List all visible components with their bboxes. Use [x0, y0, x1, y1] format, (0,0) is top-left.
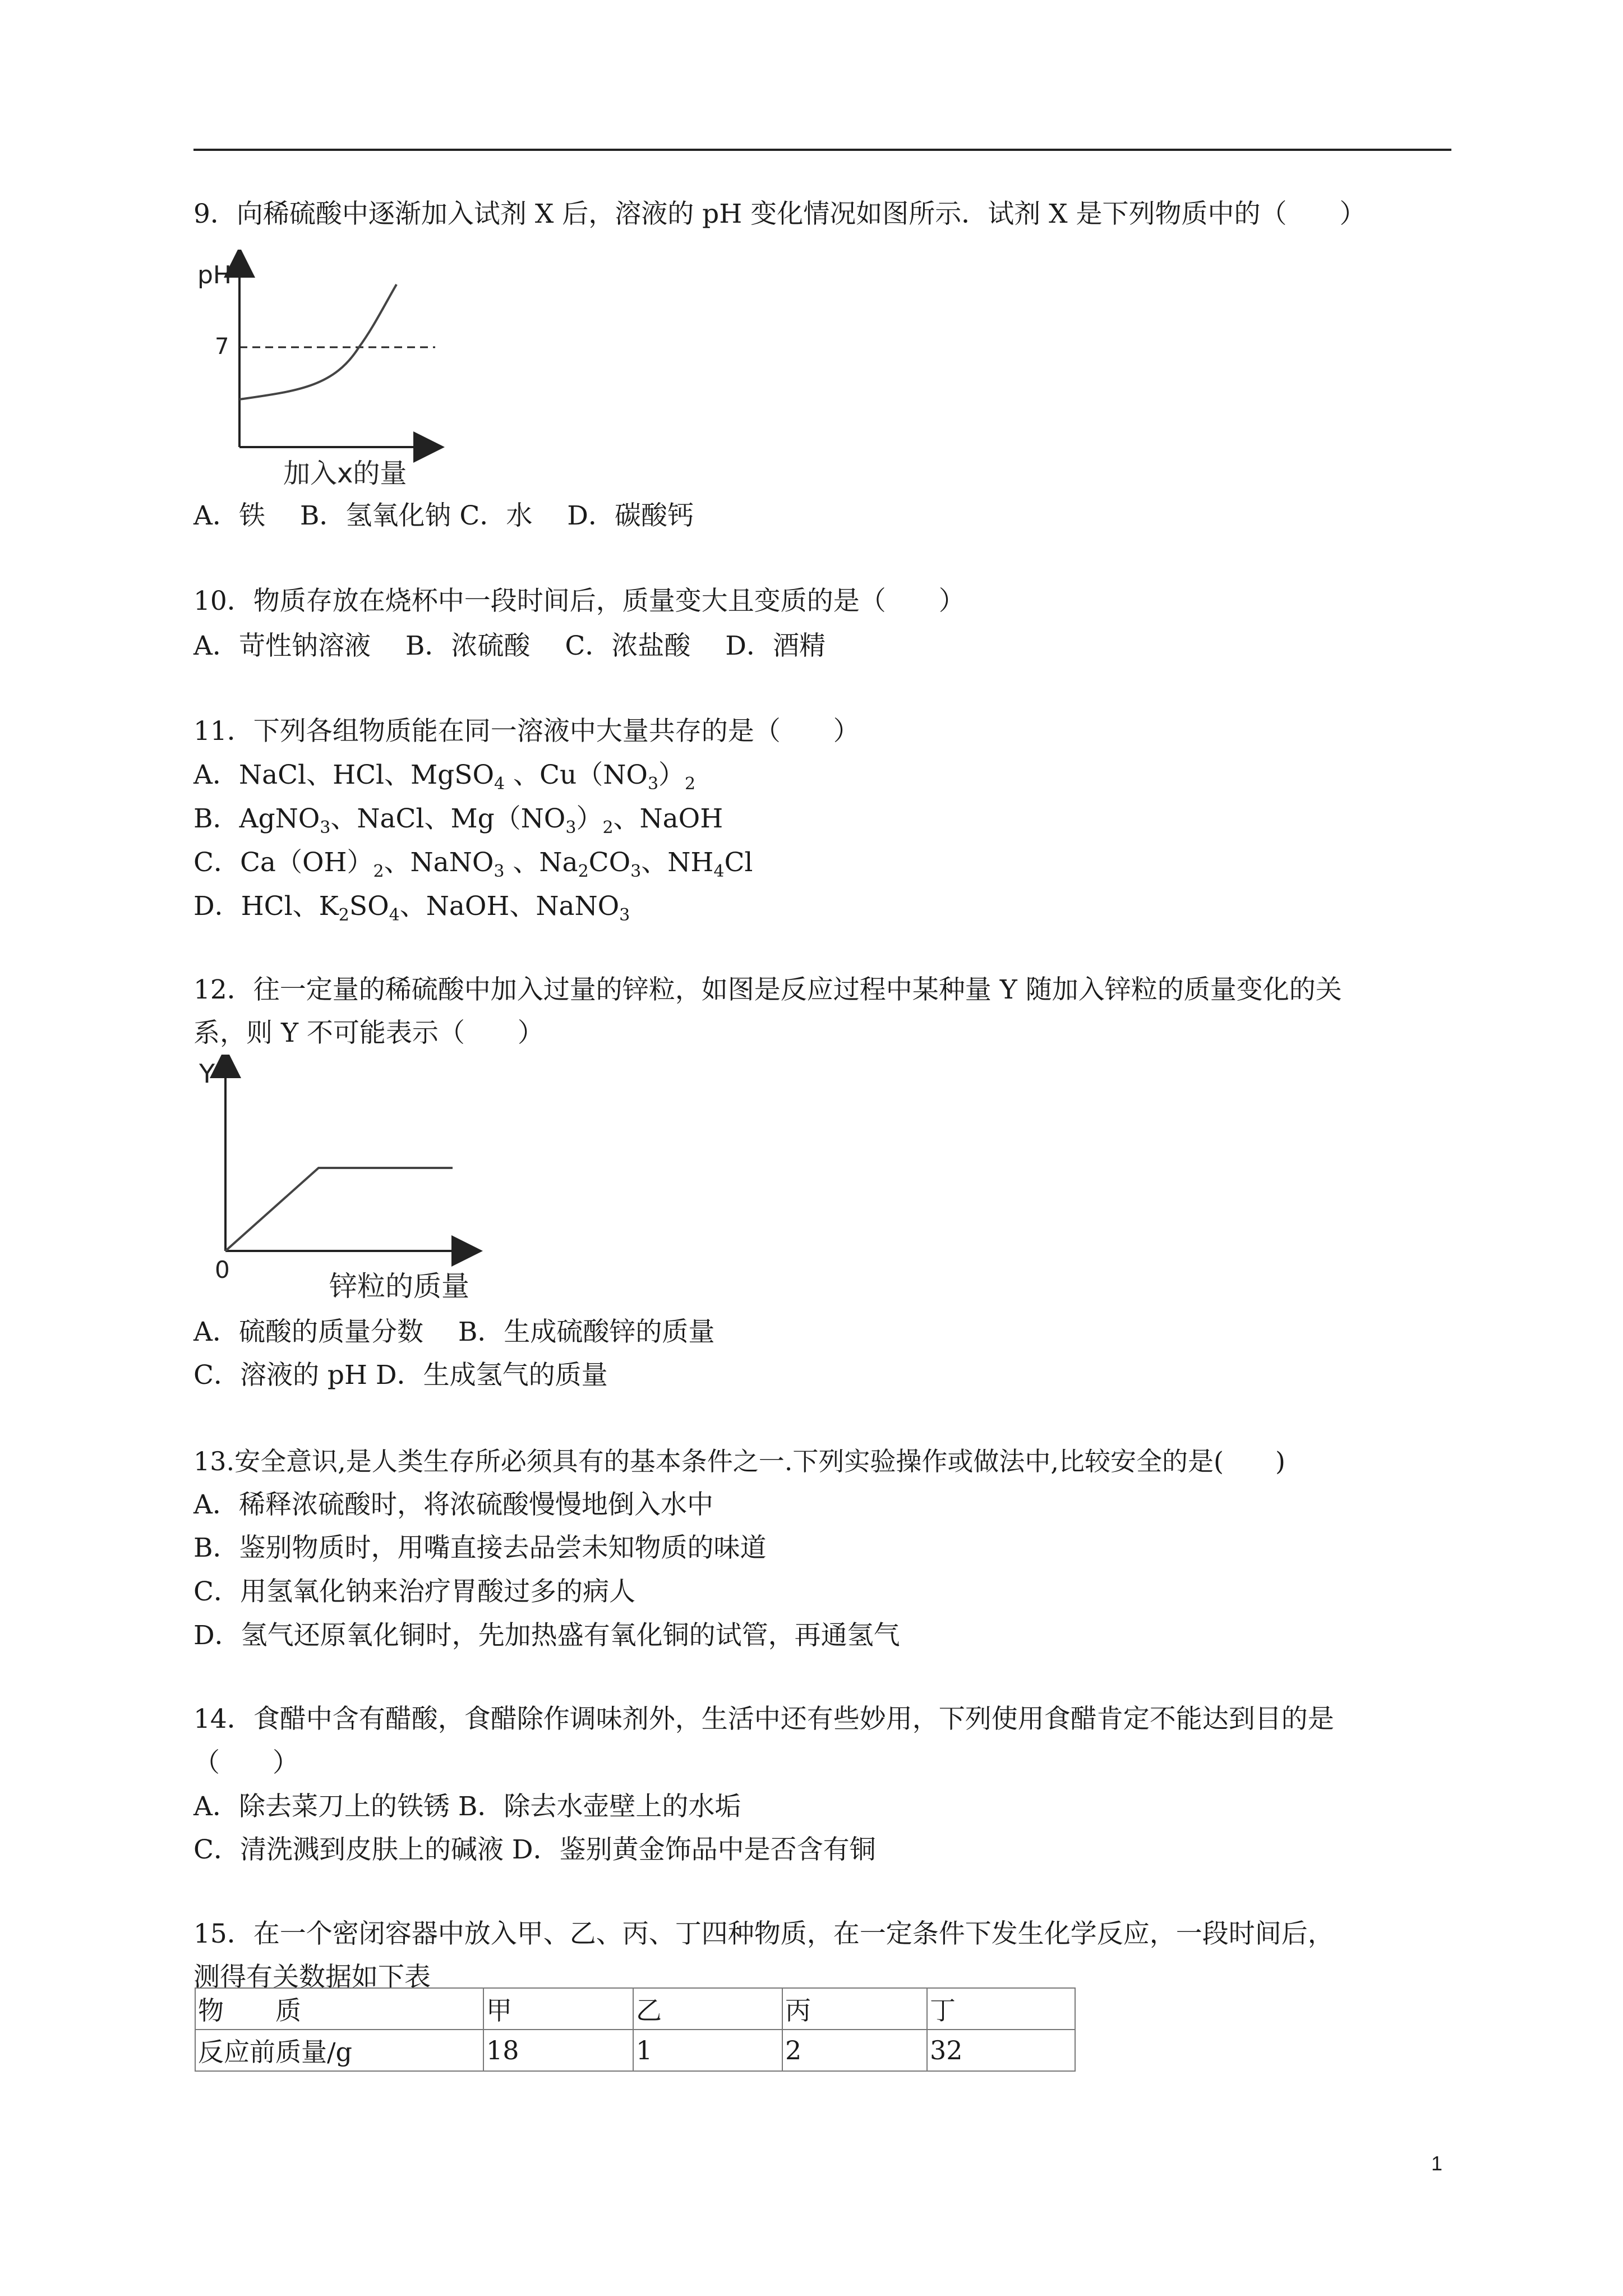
q12-x-axis-label: 锌粒的质量 [329, 1270, 469, 1303]
q14-stem-line1: 14．食醋中含有醋酸，食醋除作调味剂外，生活中还有些妙用，下列使用食醋肯定不能达到目的是 [193, 1704, 1334, 1734]
q10-stem: 10．物质存放在烧杯中一段时间后，质量变大且变质的是（ ） [193, 586, 965, 616]
q9-ph-graph [191, 250, 449, 491]
page-number: 1 [1431, 2152, 1443, 2175]
table-cell: 1 [633, 2030, 782, 2071]
table-cell: 物 质 [195, 1988, 483, 2030]
q15-stem-line2: 测得有关数据如下表 [193, 1962, 431, 1993]
table-cell: 32 [927, 2030, 1075, 2071]
q15-stem-line1: 15．在一个密闭容器中放入甲、乙、丙、丁四种物质，在一定条件下发生化学反应，一段时间后， [193, 1918, 1334, 1949]
q12-y-curve [225, 1168, 453, 1251]
table-cell: 2 [782, 2030, 927, 2071]
q12-stem-line2: 系，则 Y 不可能表示（ ） [193, 1018, 544, 1048]
table-cell: 反应前质量/g [195, 2030, 483, 2071]
q15-data-table [195, 1987, 1076, 2072]
q9-ph-curve [239, 284, 396, 399]
q11-option-c: C．$Ca(OH)_2$、NaNO$_3$ 、$Na_2CO_3$、$NH_4Cl$ [193, 847, 753, 881]
q12-stem-line1: 12．往一定量的稀硫酸中加入过量的锌粒，如图是反应过程中某种量 Y 随加入锌粒的质量变化的关 [193, 974, 1342, 1005]
q9-x-axis-label: 加入x的量 [283, 458, 407, 489]
q13-option-d: D．氢气还原氧化铜时，先加热盛有氧化铜的试管，再通氢气 [193, 1620, 900, 1651]
q11-option-b: B．AgNO$_3$、NaCl、$Mg(NO_3)_2$、NaOH [193, 803, 723, 838]
table-cell: 18 [483, 2030, 633, 2071]
q12-y-axis-label: Y [199, 1059, 215, 1089]
q13-option-b: B．鉴别物质时，用嘴直接去品尝未知物质的味道 [193, 1533, 767, 1563]
q11-option-a: A．NaCl、HCl、MgSO$_4$ 、$Cu(NO_3)_2$ [193, 760, 696, 794]
q11-option-d: D．HCl、$K_2SO_4$、NaOH、NaNO$_3$ [193, 891, 630, 925]
q13-stem: 13.安全意识,是人类生存所必须具有的基本条件之一.下列实验操作或做法中,比较安全的是( ) [193, 1446, 1285, 1476]
header-rule [193, 149, 1451, 151]
table-cell: 乙 [633, 1988, 782, 2030]
q12-zinc-graph [199, 1055, 491, 1313]
q12-options-line2: C．溶液的 pH D．生成氢气的质量 [193, 1360, 608, 1391]
table-cell: 甲 [483, 1988, 633, 2030]
q12-options-line1: A．硫酸的质量分数 B．生成硫酸锌的质量 [193, 1317, 715, 1347]
q12-origin-label: 0 [215, 1256, 230, 1283]
q14-options-line1: A．除去菜刀上的铁锈 B．除去水壶壁上的水垢 [193, 1791, 741, 1822]
q9-stem: 9．向稀硫酸中逐渐加入试剂 X 后，溶液的 pH 变化情况如图所示．试剂 X 是下列物质中的（ ） [193, 199, 1366, 229]
table-row [195, 2030, 1075, 2071]
table-cell: 丙 [782, 1988, 927, 2030]
q13-option-c: C．用氢氧化钠来治疗胃酸过多的病人 [193, 1576, 635, 1607]
q13-option-a: A．稀释浓硫酸时，将浓硫酸慢慢地倒入水中 [193, 1489, 713, 1520]
q9-y-tick-7: 7 [215, 334, 229, 360]
table-header-row [195, 1988, 1075, 2030]
table-cell: 丁 [927, 1988, 1075, 2030]
q14-stem-line2: （ ） [193, 1747, 299, 1778]
q11-stem: 11．下列各组物质能在同一溶液中大量共存的是（ ） [193, 716, 860, 747]
q10-options: A．苛性钠溶液 B．浓硫酸 C．浓盐酸 D．酒精 [193, 631, 826, 661]
q9-y-axis-label: pH [197, 261, 232, 289]
q14-options-line2: C．清洗溅到皮肤上的碱液 D．鉴别黄金饰品中是否含有铜 [193, 1834, 876, 1865]
q9-options: A．铁 B．氢氧化钠 C．水 D．碳酸钙 [193, 500, 694, 531]
